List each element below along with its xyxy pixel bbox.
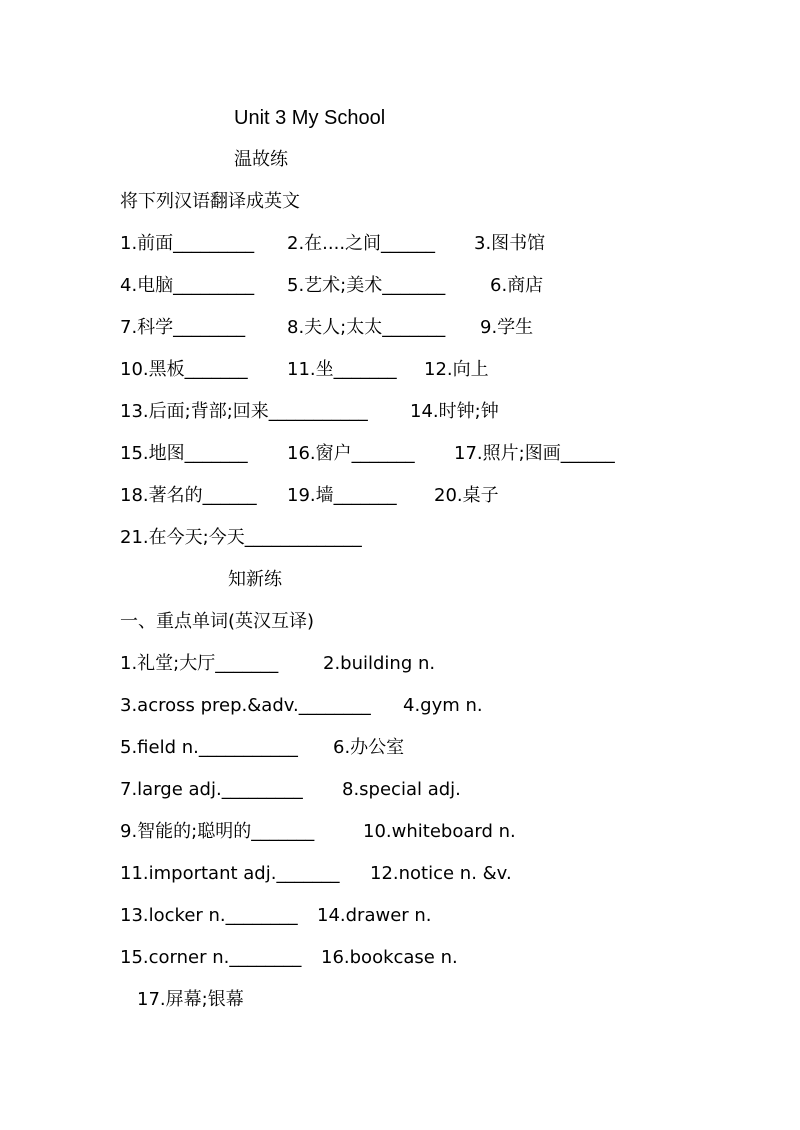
exercise-item: 12.向上 — [424, 359, 489, 380]
vocab-item: 10.whiteboard n. — [363, 821, 516, 842]
vocab-row — [0, 775, 800, 805]
exercise-item: 10.黑板_______ — [120, 359, 248, 380]
exercise-item: 16.窗户_______ — [287, 443, 415, 464]
exercise-item: 9.学生 — [480, 317, 534, 338]
vocab-item: 1.礼堂;大厅_______ — [120, 653, 279, 674]
exercise-item: 13.后面;背部;回来___________ — [120, 401, 368, 422]
exercise-item: 4.电脑_________ — [120, 275, 255, 296]
exercise-item: 7.科学________ — [120, 317, 246, 338]
vocab-item: 13.locker n.________ — [120, 905, 298, 926]
vocab-item: 4.gym n. — [403, 695, 483, 716]
exercise-item: 18.著名的______ — [120, 485, 257, 506]
exercise-item: 14.时钟;钟 — [410, 401, 499, 422]
vocab-item: 2.building n. — [323, 653, 436, 674]
vocab-row — [0, 985, 800, 1015]
exercise-row — [0, 355, 800, 385]
vocab-item: 5.field n.___________ — [120, 737, 298, 758]
vocab-row — [0, 901, 800, 931]
vocab-item: 14.drawer n. — [317, 905, 432, 926]
section-subheading: 一、重点单词(英汉互译) — [120, 611, 315, 632]
section2-heading-line — [0, 565, 800, 595]
exercise-row — [0, 397, 800, 427]
exercise-row — [0, 439, 800, 469]
vocab-row — [0, 943, 800, 973]
exercise-item: 8.夫人;太太_______ — [287, 317, 446, 338]
exercise-row — [0, 229, 800, 259]
exercise-item: 5.艺术;美术_______ — [287, 275, 446, 296]
vocab-item: 6.办公室 — [333, 737, 405, 758]
vocab-item: 17.屏幕;银幕 — [137, 989, 244, 1010]
exercise-item: 3.图书馆 — [474, 233, 546, 254]
exercise-item: 6.商店 — [490, 275, 544, 296]
section-heading-review: 温故练 — [234, 149, 288, 170]
section1-instruction-line — [0, 187, 800, 217]
exercise-item: 2.在....之间______ — [287, 233, 436, 254]
section-heading-new: 知新练 — [228, 569, 282, 590]
section-instruction: 将下列汉语翻译成英文 — [120, 191, 300, 212]
section2-subheading-line — [0, 607, 800, 637]
vocab-row — [0, 817, 800, 847]
vocab-item: 16.bookcase n. — [321, 947, 458, 968]
exercise-item: 17.照片;图画______ — [454, 443, 615, 464]
vocab-row — [0, 649, 800, 679]
vocab-row — [0, 859, 800, 889]
vocab-item: 11.important adj._______ — [120, 863, 340, 884]
exercise-row — [0, 271, 800, 301]
vocab-item: 3.across prep.&adv.________ — [120, 695, 371, 716]
section1-heading-line — [0, 145, 800, 175]
exercise-row — [0, 523, 800, 553]
vocab-item: 9.智能的;聪明的_______ — [120, 821, 315, 842]
exercise-item: 15.地图_______ — [120, 443, 248, 464]
exercise-item: 20.桌子 — [434, 485, 499, 506]
exercise-row — [0, 313, 800, 343]
exercise-item: 11.坐_______ — [287, 359, 397, 380]
exercise-item: 1.前面_________ — [120, 233, 255, 254]
vocab-row — [0, 733, 800, 763]
page-title: Unit 3 My School — [234, 107, 386, 129]
vocab-item: 8.special adj. — [342, 779, 461, 800]
vocab-item: 15.corner n.________ — [120, 947, 302, 968]
exercise-item: 19.墙_______ — [287, 485, 397, 506]
exercise-item: 21.在今天;今天_____________ — [120, 527, 362, 548]
exercise-row — [0, 481, 800, 511]
vocab-row — [0, 691, 800, 721]
title-line — [0, 103, 800, 133]
vocab-item: 12.notice n. &v. — [370, 863, 512, 884]
vocab-item: 7.large adj._________ — [120, 779, 303, 800]
